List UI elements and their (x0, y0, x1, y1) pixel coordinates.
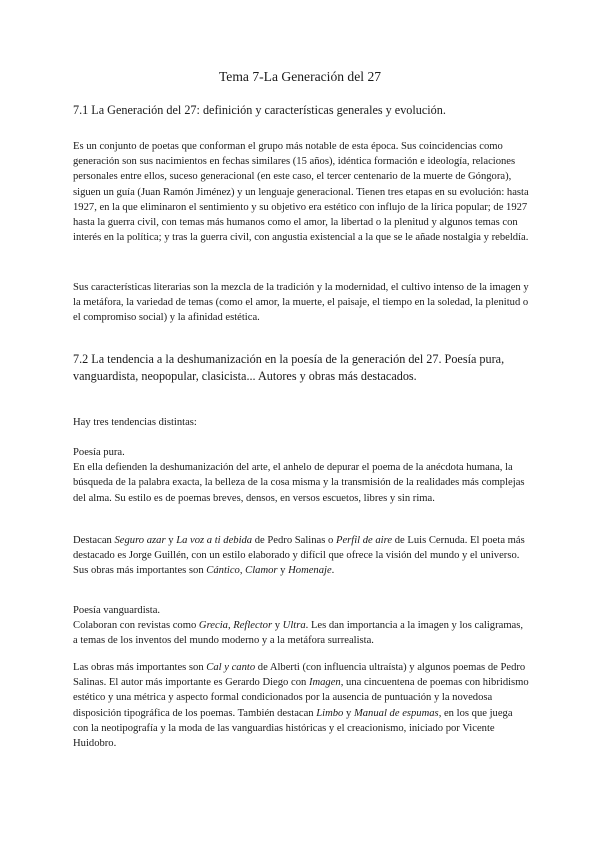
work-title: Cal y canto (206, 662, 256, 673)
poesia-pura-text: En ella defienden la deshumanización del arte, el anhelo de depurar el poema de la anécdota humana, la búsqueda de la palabra exacta, la belleza de la cosa misma y la transmisión de la realidades más complejas del alma. Su estilo es de poemas breves, densos, en versos escuetos, libres y sin rima. (73, 462, 525, 504)
work-title: Imagen (308, 677, 341, 689)
magazine-title: Grecia (198, 620, 228, 632)
paragraph-characteristics: Sus características literarias son la mezcla de la tradición y la modernidad, el cultivo intenso de la imagen y la metáfora, la variedad de temas (como el amor, la muerte, el paisaje, el tiempo en la soledad, la plenitud o el compromiso social) y la afinidad estética. (73, 282, 529, 324)
text-run: de Pedro Salinas o (252, 535, 336, 546)
work-title: Homenaje (288, 565, 332, 577)
poesia-pura-heading: Poesía pura. (73, 447, 125, 458)
text-run: de Alberti (con influencia ultraísta) y algunos poemas de Pedro Salinas. El autor más importante es Gerardo Diego con (73, 662, 526, 689)
text-run: y (343, 707, 354, 719)
magazine-title: Reflector (233, 620, 273, 632)
magazine-title: Ultra (282, 620, 306, 632)
text-run: Destacan (73, 535, 115, 546)
work-title: Manual de espumas (353, 707, 439, 719)
work-title: Perfil de aire (335, 535, 393, 546)
text-run: y (277, 565, 289, 577)
paragraph-tendencies-intro: Hay tres tendencias distintas: (73, 417, 197, 428)
section-heading-7-1: 7.1 La Generación del 27: definición y características generales y evolución. (73, 103, 446, 117)
poesia-vanguardista-heading: Poesía vanguardista. (73, 605, 161, 616)
text-run: , una cincuentena de poemas con hibridismo estético y una métrica y aspecto formal condicionados por la ausencia de puntuación y la novedosa disposición tipográfica de los poemas. También destacan (73, 677, 529, 719)
document-title: Tema 7-La Generación del 27 (218, 69, 382, 84)
paragraph-definition: Es un conjunto de poetas que conforman el grupo más notable de esta época. Sus coincidencias como generación son sus nacimientos en fechas similares (15 años), idéntica formación e ideología, relaciones personales entre ellos, suceso generacional (en este caso, el tercer centenario de la muerte de Góngora), siguen un guía (Juan Ramón Jiménez) y un lenguaje generacional. Tienen tres etapas en su evolución: hasta 1927, en la que eliminaron el sentimiento y su objetivo era estético con influjo de la lírica popular; de 1927 hasta la guerra civil, con temas más humanos como el amor, la libertad o la plenitud y algunos temas con interés en la política; y tras la guerra civil, con angustia existencial a la que se le añade nostalgia y rebeldía. (73, 141, 529, 244)
work-title: Limbo (316, 707, 344, 719)
paragraph-pura-authors (73, 533, 529, 579)
text-run: . Les dan importancia a la imagen y los caligramas, a temas de los inventos del mundo moderno y a la metáfora surrealista. (73, 620, 524, 647)
text-run: , (227, 620, 234, 632)
text-run: Las obras más importantes son (73, 662, 207, 673)
paragraph-vanguardista-works (73, 660, 529, 751)
poesia-vanguardista-block (73, 603, 529, 649)
work-title: Cántico (206, 565, 240, 577)
work-title: La voz a ti debida (176, 535, 253, 546)
section-heading-7-2: 7.2 La tendencia a la deshumanización en la poesía de la generación del 27. Poesía pura, vanguardista, neopopular, clasicista... Autores y obras más destacados. (73, 352, 505, 383)
poesia-vanguardista-text (73, 618, 529, 648)
text-run: y (272, 620, 283, 632)
work-title: Clamor (245, 565, 278, 577)
text-run: . (331, 565, 335, 577)
text-run: y (165, 535, 177, 546)
text-run: , en los que juega con la neotipografía y la moda de las vanguardias históricas y el creacionismo, iniciado por Vicente Huidobro. (73, 707, 513, 750)
poesia-pura-block (73, 445, 529, 506)
text-run: Colaboran con revistas como (73, 620, 199, 632)
work-title: Seguro azar (114, 535, 166, 546)
text-run: , (239, 565, 246, 577)
text-run: de Luis Cernuda. El poeta más destacado es Jorge Guillén, con un estilo elaborado y difícil que ofrece la visión del mundo y el universo. Sus obras más importantes son (73, 535, 525, 577)
